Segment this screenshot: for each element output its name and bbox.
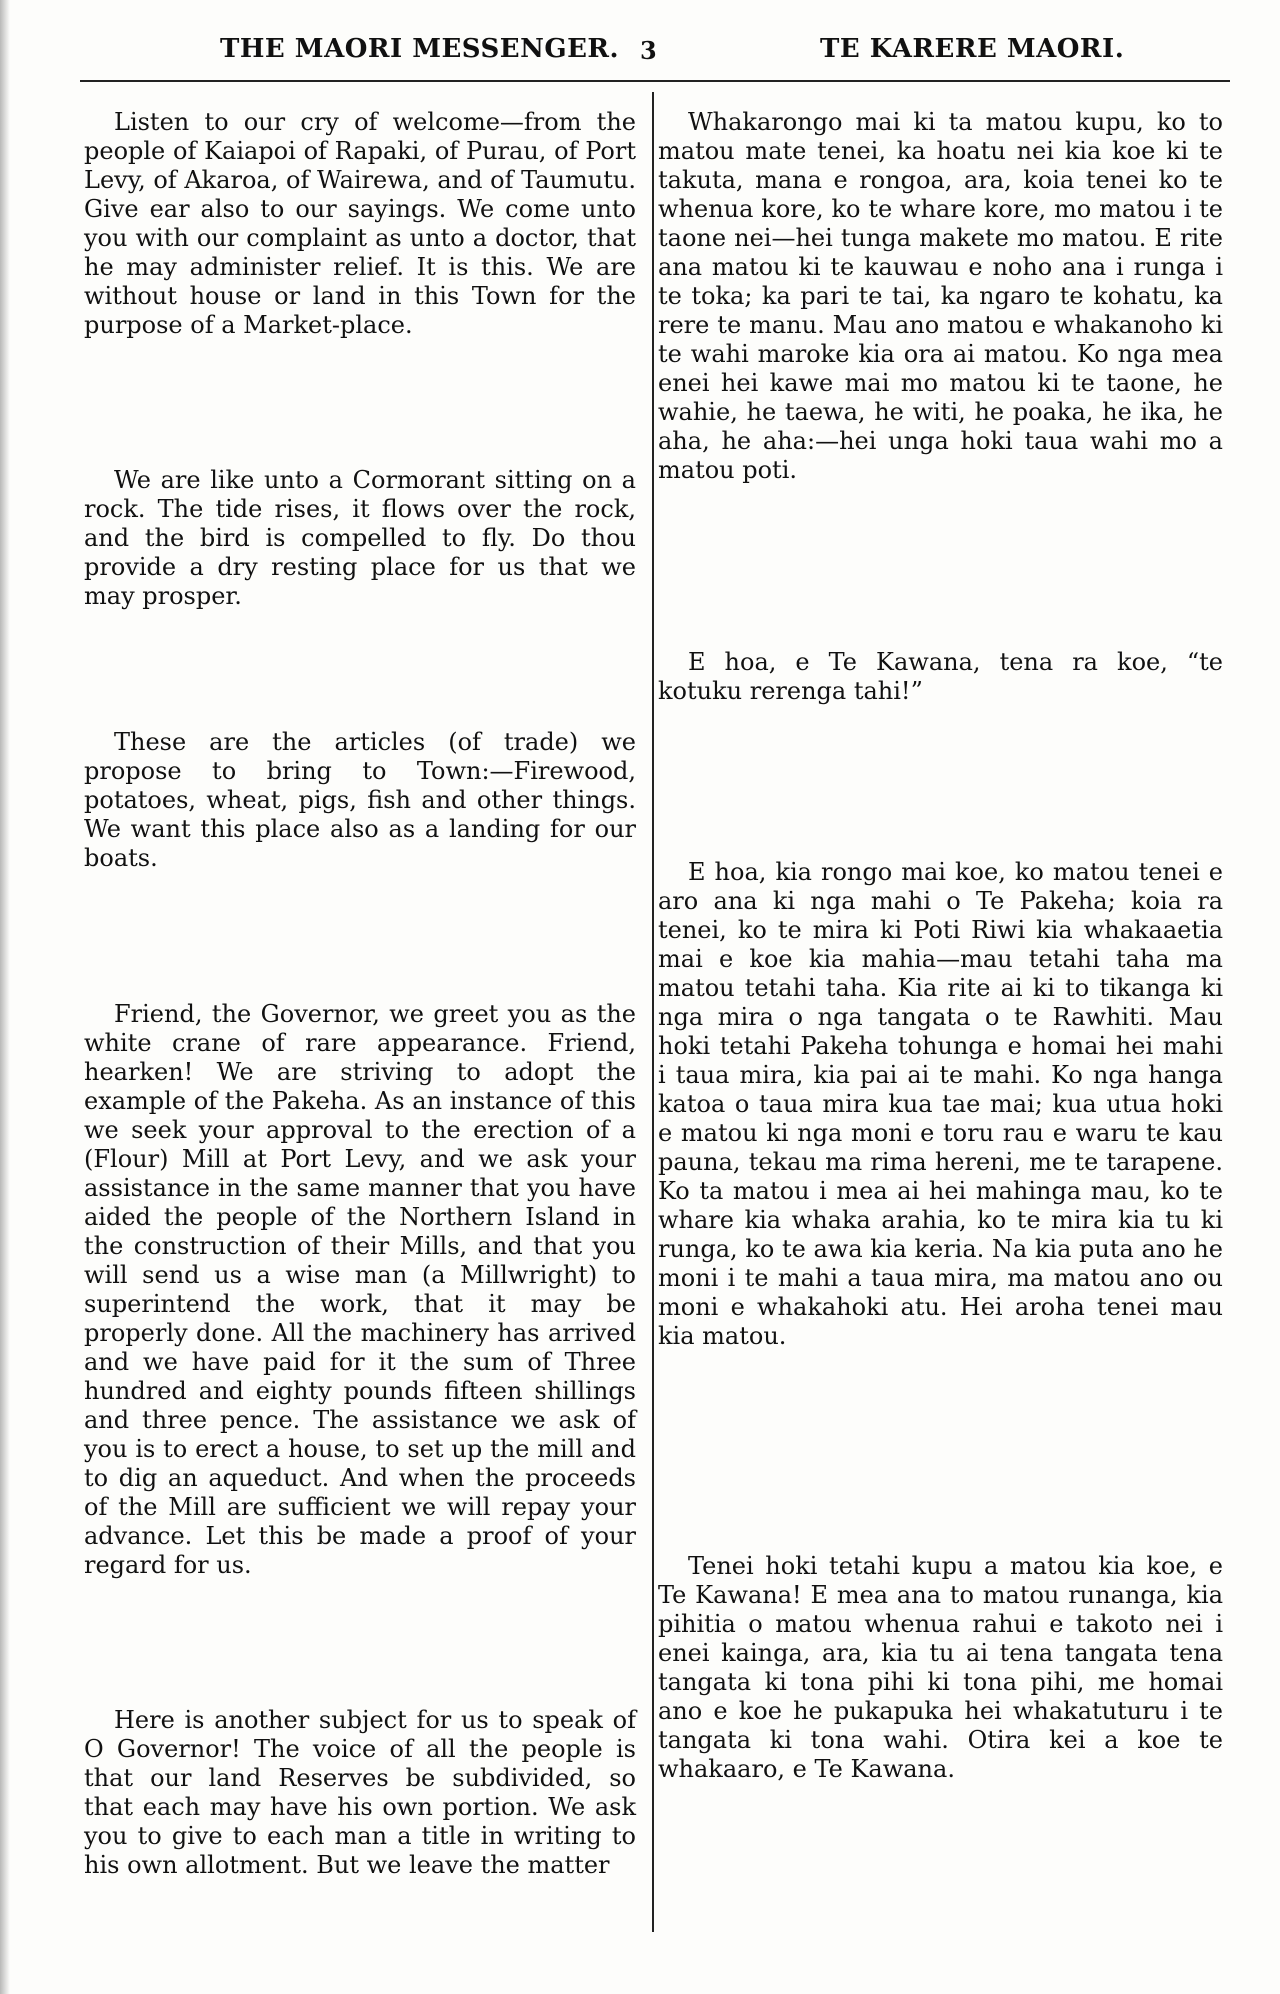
page-header	[0, 34, 1280, 84]
maori-masthead: TE KARERE MAORI.	[820, 34, 1125, 64]
english-paragraph-welcome: Listen to our cry of welcome—from the people of Kaiapoi of Rapaki, of Purau, of Port Levy, of Akaroa, of Wairewa, and of Taumutu. Give ear also to our sayings. We come unto you with our complaint as unto a doctor, that he may administer relief. It is this. We are without house or land in this Town for the purpose of a Market-place.	[84, 108, 636, 339]
page-number: 3	[640, 36, 657, 65]
page-edge-shadow	[0, 0, 10, 1994]
english-paragraph-cormorant: We are like unto a Cormorant sitting on a rock. The tide rises, it flows over the rock, and the bird is compelled to fly. Do thou provide a dry resting place for us that we may prosper.	[84, 466, 636, 610]
english-masthead: THE MAORI MESSENGER.	[220, 34, 620, 64]
english-paragraph-trade-articles: These are the articles (of trade) we propose to bring to Town:—Firewood, potatoes, wheat, pigs, fish and other things. We want this place also as a landing for our boats.	[84, 728, 636, 872]
maori-paragraph-mira: E hoa, kia rongo mai koe, ko matou tenei e aro ana ki nga mahi o Te Pakeha; koia ra tenei, ko te mira ki Poti Riwi kia whakaaetia mai e koe kia mahia—mau tetahi taha ma matou tetahi taha. Kia rite ai ki to tikanga ki nga mira o nga tangata o te Rawhiti. Mau hoki tetahi Pakeha tohunga e homai hei mahi i taua mira, kia pai ai te mahi. Ko nga hanga katoa o taua mira kua tae mai; kua utua hoki e matou ki nga moni e toru rau e waru te kau pauna, tekau ma rima hereni, me te tarapene. Ko ta matou i mea ai hei mahinga mau, ko te whare kia whaka arahia, ko te mira kia tu ki runga, ko te awa kia keria. Na kia puta ano he moni i te mahi a taua mira, ma matou ano ou moni e whakahoki atu. Hei aroha tenei mau kia matou.	[658, 858, 1223, 1350]
column-divider	[652, 92, 654, 1932]
english-paragraph-mill: Friend, the Governor, we greet you as the white crane of rare appearance. Friend, hearken! We are striving to adopt the example of the Pakeha. As an instance of this we seek your approval to the erection of a (Flour) Mill at Port Levy, and we ask your assistance in the same manner that you have aided the people of the Northern Island in the construction of their Mills, and that you will send us a wise man (a Millwright) to superintend the work, that it may be properly done. All the machinery has arrived and we have paid for it the sum of Three hundred and eighty pounds fifteen shillings and three pence. The assistance we ask of you is to erect a house, to set up the mill and to dig an aqueduct. And when the proceeds of the Mill are sufficient we will repay your advance. Let this be made a proof of your regard for us.	[84, 1000, 636, 1579]
maori-paragraph-greeting: E hoa, e Te Kawana, tena ra koe, “te kotuku rerenga tahi!”	[658, 648, 1223, 705]
maori-paragraph-whakarongo: Whakarongo mai ki ta matou kupu, ko to matou mate tenei, ka hoatu nei kia koe ki te takuta, mana e rongoa, ara, koia tenei ko te whenua kore, ko te whare kore, mo matou i te taone nei—hei tunga makete mo matou. E rite ana matou ki te kauwau e noho ana i runga i te toka; ka pari te tai, ka ngaro te kohatu, ka rere te manu. Mau ano matou e whakanoho ki te wahi maroke kia ora ai matou. Ko nga mea enei hei kawe mai mo matou ki te taone, he wahie, he taewa, he witi, he poaka, he ika, he aha, he aha:—hei unga hoki taua wahi mo a matou poti.	[658, 108, 1223, 484]
header-rule	[80, 80, 1230, 82]
english-paragraph-reserves: Here is another subject for us to speak of O Governor! The voice of all the people is that our land Reserves be subdivided, so that each may have his own portion. We ask you to give to each man a title in writing to his own allotment. But we leave the matter	[84, 1706, 636, 1879]
maori-paragraph-whenua: Tenei hoki tetahi kupu a matou kia koe, e Te Kawana! E mea ana to matou runanga, kia pihitia o matou whenua rahui e takoto nei i enei kainga, ara, kia tu ai tena tangata tena tangata ki tona pihi ki tona pihi, me homai ano e koe he pukapuka hei whakatuturu i te tangata ki tona wahi. Otira kei a koe te whakaaro, e Te Kawana.	[658, 1552, 1223, 1783]
